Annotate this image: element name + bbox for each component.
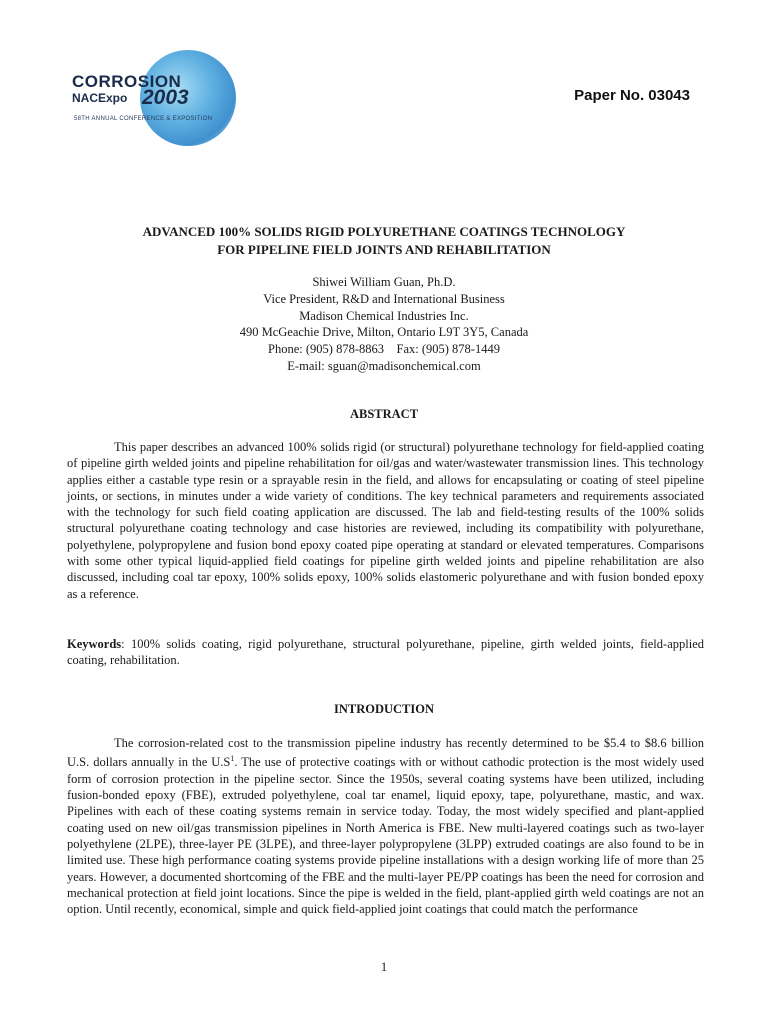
title-line-1: ADVANCED 100% SOLIDS RIGID POLYURETHANE COATINGS TECHNOLOGY (142, 224, 626, 239)
logo-nacexpo-text: NACExpo (72, 91, 128, 105)
author-name: Shiwei William Guan, Ph.D. (312, 275, 456, 289)
logo-tagline: 58TH ANNUAL CONFERENCE & EXPOSITION (74, 116, 213, 122)
author-address: 490 McGeachie Drive, Milton, Ontario L9T 3Y5, Canada (239, 325, 529, 340)
footnote-ref: 1 (230, 754, 235, 764)
keywords-label: Keywords (67, 637, 122, 651)
abstract-paragraph: This paper describes an advanced 100% solids rigid (or structural) polyurethane technology for field-applied coating of pipeline girth welded joints and pipeline rehabilitation for oil/gas and water/wastewater transmission lines. This technology applies either a castable type resin or a sprayable resin in the field, and allows for encapsulating or coating of steel pipeline joints, or sections, in minutes under a wide variety of conditions. The key technical parameters and requirements associated with the technology for such field coating application are discussed. The lab and field-testing results of the 100% solids structural polyurethane coating technology and case histories are reviewed, including its compatibility with polyurethane, polyethylene, polypropylene and fusion bond epoxy coated pipe operating at standard or elevated temperatures. Comparisons with some other typical liquid-applied field coatings for pipeline girth welded joints and pipeline rehabilitation are also discussed, including coal tar epoxy, 100% solids epoxy, 100% solids elastomeric polyurethane and with fusion bonded epoxy as a reference. (67, 440, 704, 601)
introduction-heading: INTRODUCTION (333, 702, 434, 716)
author-contact (66, 341, 702, 358)
intro-text-part-1: The corrosion-related cost to the transmission pipeline industry has recently determined to be $5.4 to $8.6 billion U.S. dollars annually in the U.S (67, 736, 704, 770)
author-phone: Phone: (905) 878-8863 (268, 342, 384, 357)
paper-title (66, 223, 702, 258)
conference-logo (58, 42, 248, 146)
logo-corrosion-text: CORROSION (72, 72, 182, 91)
intro-text-part-2: . The use of protective coatings with or without cathodic protection is the most widely used form of corrosion protection in the pipeline sector. Since the 1950s, several coating systems have been utilized, including fusion-bonded epoxy (FBE), extruded polyethylene, coal tar enamel, liquid epoxy, tape, polyurethane, mastic, and wax. Pipelines with each of these coating systems remain in service today. Today, the most widely specified and plant-applied coating used on new oil/gas transmission pipelines in North America is FBE. New multi-layered coatings such as two-layer polyethylene (2LPE), three-layer PE (3LPE), and three-layer polypropylene (3LPP) extruded coatings are also found to be in limited use. These high performance coating systems provide pipeline installations with a design working life of more than 25 years. However, a documented shortcoming of the FBE and the multi-layer PE/PP coatings has been the need for corrosion and mechanical protection at field joint locations. Since the pipe is welded in the field, plant-applied girth weld coatings are not an option. Until recently, economical, simple and quick field-applied joint coatings that could match the performance (67, 755, 704, 917)
author-company: Madison Chemical Industries Inc. (299, 308, 469, 323)
author-email: E-mail: sguan@madisonchemical.com (287, 358, 481, 373)
author-position: Vice President, R&D and International Business (263, 291, 505, 306)
keywords-paragraph (67, 636, 704, 669)
keywords-text: : 100% solids coating, rigid polyurethane, structural polyurethane, pipeline, girth welded joints, field-applied coating, rehabilitation. (67, 637, 704, 668)
title-line-2: FOR PIPELINE FIELD JOINTS AND REHABILITATION (217, 241, 551, 257)
author-block (66, 274, 702, 375)
introduction-paragraph (67, 735, 704, 917)
logo-year-text: 2003 (142, 86, 189, 109)
page-number: 1 (380, 960, 388, 974)
abstract-heading: ABSTRACT (349, 407, 419, 421)
paper-number: Paper No. 03043 (574, 87, 690, 104)
author-fax: Fax: (905) 878-1449 (396, 342, 500, 357)
